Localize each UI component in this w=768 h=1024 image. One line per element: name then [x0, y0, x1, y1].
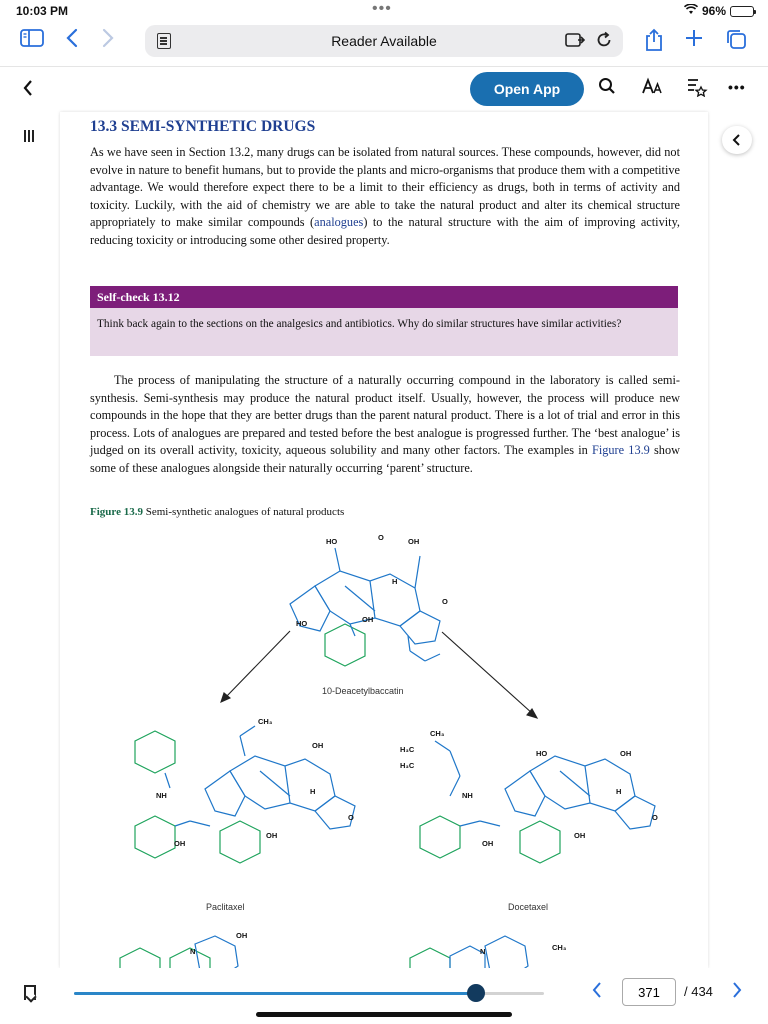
collapse-icon[interactable] [722, 126, 752, 154]
atom-label: OH [362, 615, 374, 624]
address-label: Reader Available [331, 33, 437, 49]
paragraph-text: show some of these analogues alongside their naturally occurring ‘parent’ structure. [90, 443, 680, 475]
reload-icon[interactable] [595, 31, 613, 54]
multitask-dots-icon[interactable]: ••• [372, 0, 392, 17]
atom-label: H₃C [400, 745, 415, 754]
molecule-name-parent: 10-Deacetylbaccatin [322, 686, 404, 696]
atom-label: OH [482, 839, 494, 848]
more-icon[interactable]: ••• [728, 79, 746, 95]
molecule-name-right: Docetaxel [508, 902, 549, 912]
wifi-icon [684, 4, 698, 18]
molecule-partial-right [410, 936, 528, 968]
clock: 10:03 PM [16, 4, 69, 18]
open-app-button[interactable]: Open App [470, 72, 584, 106]
molecule-name-left: Paclitaxel [206, 902, 245, 912]
self-check-title: Self-check 13.12 [90, 286, 678, 308]
molecule-parent [290, 548, 440, 666]
tabs-icon[interactable] [722, 28, 750, 54]
battery-percent: 96% [701, 4, 726, 18]
home-indicator[interactable] [256, 1012, 512, 1017]
previous-page-icon[interactable] [592, 982, 602, 1003]
atom-label: NH [156, 791, 167, 800]
plus-icon[interactable] [680, 28, 708, 54]
browser-toolbar [0, 22, 768, 62]
chemical-structures-figure [90, 526, 680, 968]
paragraph-semisynthesis [90, 372, 680, 477]
atom-label: O [348, 813, 354, 822]
atom-label: OH [236, 931, 248, 940]
arrow-right [442, 632, 537, 718]
forward-icon[interactable] [94, 28, 122, 54]
search-icon[interactable] [598, 77, 616, 100]
figure-link[interactable]: Figure 13.9 [592, 443, 650, 457]
back-icon[interactable] [22, 77, 34, 103]
atom-label: HO [536, 749, 548, 758]
atom-label: NH [462, 791, 473, 800]
atom-label: OH [620, 749, 632, 758]
atom-label: O [378, 533, 384, 542]
atom-label: N [190, 947, 196, 956]
paragraph-text: ) to the natural structure with the aim of improving activity, reducing toxicity or introducing some other desired property. [90, 215, 680, 247]
back-icon[interactable] [58, 28, 86, 54]
atom-label: O [442, 597, 448, 606]
molecule-partial-left [120, 936, 238, 968]
next-page-icon[interactable] [732, 982, 742, 1003]
battery-icon [730, 6, 754, 17]
atom-label: O [652, 813, 658, 822]
atom-label: OH [574, 831, 586, 840]
share-icon[interactable] [640, 28, 668, 54]
atom-label: OH [408, 537, 420, 546]
section-title: 13.3 SEMI-SYNTHETIC DRUGS [90, 118, 316, 135]
bookmark-icon[interactable] [24, 985, 36, 1000]
extension-icon[interactable] [565, 31, 585, 54]
atom-label: OH [312, 741, 324, 750]
address-bar[interactable] [145, 25, 623, 57]
figure-label: Figure 13.9 [90, 506, 143, 518]
slider-thumb[interactable] [467, 984, 485, 1002]
figure-caption [90, 506, 344, 518]
atom-label: H [310, 787, 316, 796]
atom-label: N [480, 947, 486, 956]
status-bar [0, 0, 768, 22]
reader-app-bar [0, 66, 768, 112]
paragraph-text: The process of manipulating the structure of a naturally occurring compound in the laboratory is called semi-synthesis. Semi-synthesis may produce the natural product itself. Usually, however, the process will produce new compounds in the hope that they are better drugs than the parent natural product. There is a lot of trial and error in this process. Lots of analogues are prepared and tested before the best analogue is progressed further. The ‘best analogue’ is judged on its overall activity, toxicity, aqueous solubility and many other factors. The examples in [90, 373, 680, 457]
figure-caption-text: Semi-synthetic analogues of natural products [145, 506, 345, 518]
paragraph-intro [90, 144, 680, 249]
arrow-left [221, 631, 290, 702]
atom-label: HO [326, 537, 338, 546]
atom-label: H₃C [400, 761, 415, 770]
book-page [60, 112, 708, 968]
atom-label: HO [296, 619, 308, 628]
sidebar-icon[interactable] [18, 28, 46, 54]
atom-label: CH₃ [258, 717, 273, 726]
self-check-box [90, 286, 678, 356]
self-check-body: Think back again to the sections on the analgesics and antibiotics. Why do similar structures have similar activities? [97, 318, 622, 330]
atom-label: H [616, 787, 622, 796]
atom-label: OH [266, 831, 278, 840]
text-size-icon[interactable] [642, 77, 664, 100]
analogues-link[interactable]: analogues [314, 215, 364, 229]
atom-label: CH₃ [552, 943, 567, 952]
atom-label: H [392, 577, 398, 586]
paragraph-text: As we have seen in Section 13.2, many drugs can be isolated from natural sources. These compounds, however, did not evolve in nature to benefit humans, but to provide the plants and micro-organisms that produce them with a competitive advantage. We would therefore expect there to be a limit to their efficiency as drugs, both in terms of activity and toxicity. Luckily, with the aid of chemistry we are able to take the natural product and alter its chemical structure appropriately to make similar compounds ( [90, 145, 680, 229]
status-right [684, 4, 754, 18]
molecule-right [420, 741, 655, 863]
page-number-input[interactable] [622, 978, 676, 1006]
atom-label: CH₃ [430, 729, 445, 738]
page-total: / 434 [684, 984, 713, 999]
atom-label: OH [174, 839, 186, 848]
bookmark-list-icon[interactable] [686, 77, 708, 102]
menu-icon[interactable] [24, 130, 38, 144]
